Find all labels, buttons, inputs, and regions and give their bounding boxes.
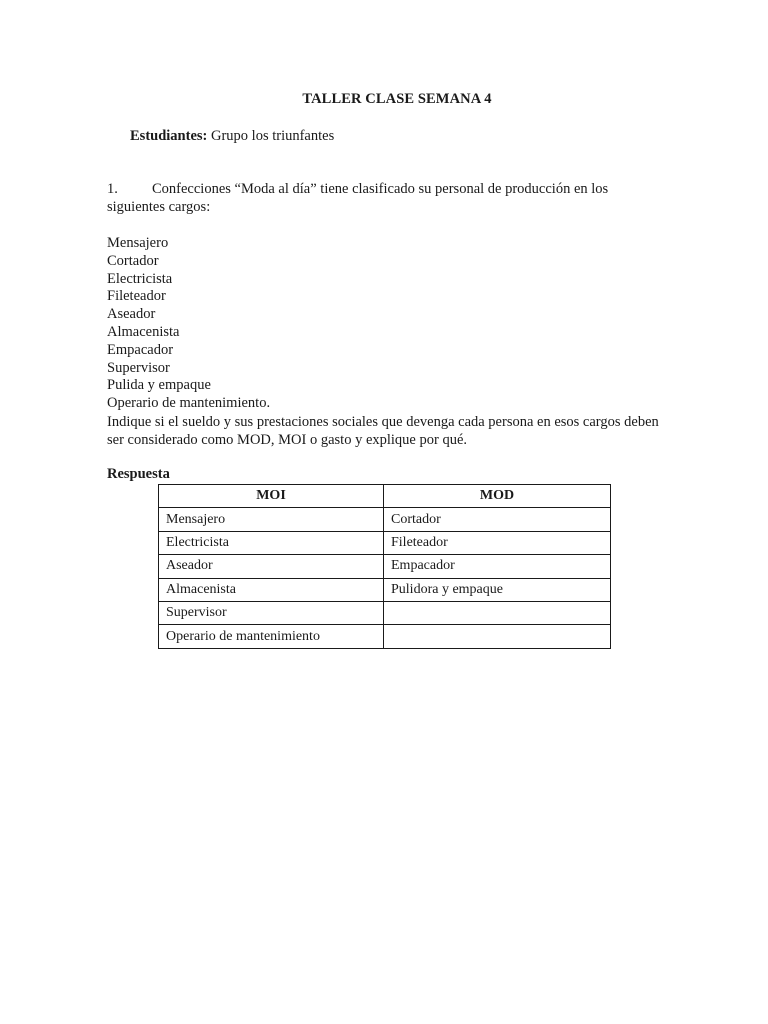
list-item: Almacenista [107, 323, 180, 340]
students-label: Estudiantes: [130, 128, 208, 144]
table-cell: Mensajero [159, 508, 384, 531]
table-cell [384, 625, 611, 648]
answer-label: Respuesta [107, 466, 170, 482]
table-cell: Fileteador [384, 531, 611, 554]
table-row [159, 531, 611, 554]
table-header-row [159, 485, 611, 508]
header-mod: MOD [384, 485, 611, 508]
table-cell: Supervisor [159, 601, 384, 624]
list-item: Pulida y empaque [107, 377, 211, 394]
table-row [159, 625, 611, 648]
table-row [159, 601, 611, 624]
cargos-list [107, 235, 270, 413]
list-item: Empacador [107, 341, 174, 358]
table-row [159, 578, 611, 601]
header-moi: MOI [159, 485, 384, 508]
page-title: TALLER CLASE SEMANA 4 [302, 91, 492, 107]
question-text: Confecciones “Moda al día” tiene clasificado su personal de producción en los siguientes cargos: [107, 181, 609, 215]
table-cell: Almacenista [159, 578, 384, 601]
table-cell: Pulidora y empaque [384, 578, 611, 601]
students-value: Grupo los triunfantes [210, 128, 335, 144]
table-cell: Aseador [159, 555, 384, 578]
answer-table [158, 484, 611, 649]
list-item: Fileteador [107, 288, 166, 305]
table-cell: Operario de mantenimiento [159, 625, 384, 648]
list-item: Operario de mantenimiento. [107, 395, 271, 412]
list-item: Cortador [107, 252, 159, 269]
table-cell: Cortador [384, 508, 611, 531]
list-item: Electricista [107, 270, 173, 287]
table-cell: Empacador [384, 555, 611, 578]
question-number: 1. [107, 181, 118, 197]
list-item: Supervisor [107, 359, 170, 376]
list-item: Mensajero [107, 235, 169, 251]
table-cell: Electricista [159, 531, 384, 554]
list-item: Aseador [107, 306, 156, 323]
question-paragraph [107, 180, 667, 216]
table-row [159, 555, 611, 578]
table-cell [384, 601, 611, 624]
students-line [130, 128, 334, 145]
instruction-paragraph: Indique si el sueldo y sus prestaciones sociales que devenga cada persona en esos cargos deben ser considerado como MOD, MOI o gasto y explique por qué. [107, 414, 659, 448]
table-row [159, 508, 611, 531]
